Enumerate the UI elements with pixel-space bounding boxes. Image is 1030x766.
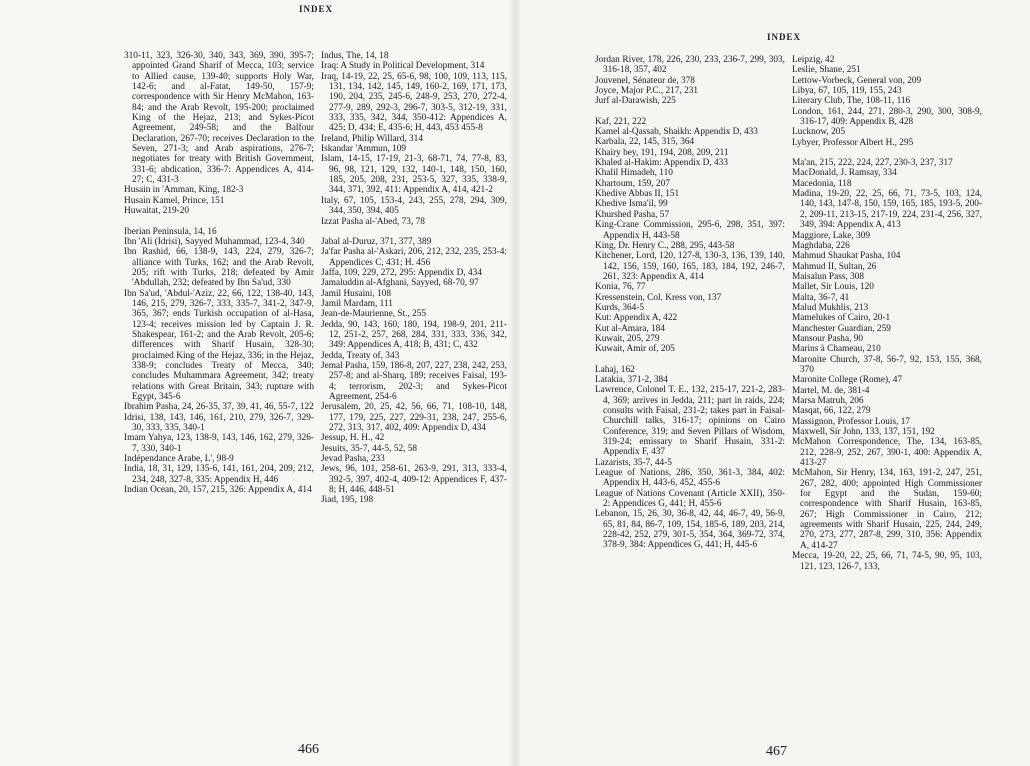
index-entry: Leslie, Shane, 251: [792, 65, 861, 76]
index-entry: Jurf al-Darawish, 225: [595, 96, 676, 107]
index-entry: Lucknow, 205: [792, 127, 846, 138]
index-entry: Iraq, 14-19, 22, 25, 65-6, 98, 100, 109, 113, 115, 131, 134, 142, 145, 149, 160-2, 169, 171, 173, 190, 204, 235, 245-6, 248-9, 253, 270, 272-4, 277-9, 289, 292-3, 296-7, 303-5, 312-19, 331, 333, 335, 342, 344, 350-412: Appendices A, 425; D, 434; E, 435-6; H, 443, 453 455-8: [321, 71, 507, 134]
index-entry: Khaled al-Hakim: Appendix D, 433: [595, 158, 728, 169]
index-entry: Maggiore, Lake, 309: [792, 230, 870, 241]
index-entry: Jedda, 90, 143, 160, 180, 194, 198-9, 201, 211-12, 251-2, 257, 268, 284, 331, 333, 336, 342, 349: Appendices A, 418; B, 431; C, 432: [321, 319, 507, 351]
index-entry: Lawrence, Colonel T. E., 132, 215-17, 221-2, 283-4, 369; arrives in Jedda, 211; part in raids, 224; consults with Faisal, 231-2; takes part in Faisal-Churchill talks, 316-17; opinions on Cairo Conference, 319; and Seven Pillars of Wisdom, 319-24; emissary to Sharif Husain, 331-2: Appendix F, 437: [595, 385, 785, 458]
page-number: 466: [298, 742, 319, 757]
index-entry: MacDonald, J. Ramsay, 334: [792, 168, 897, 179]
index-entry: Joyce, Major P.C., 217, 231: [595, 86, 699, 97]
index-entry: Kuwait, Amir of, 205: [595, 344, 675, 355]
index-entry: Macedonia, 118: [792, 178, 852, 189]
index-entry: Kaf, 221, 222: [595, 116, 647, 127]
index-entry: Leipzig, 42: [792, 55, 835, 65]
index-entry: Maxwell, Sir John, 133, 137, 151, 192: [792, 427, 935, 438]
index-column: [321, 51, 507, 506]
index-entry: Maronite College (Rome), 47: [792, 375, 902, 386]
letter-gap: [595, 107, 785, 117]
index-entry: Konia, 76, 77: [595, 282, 646, 293]
running-head: INDEX: [299, 4, 334, 14]
index-entry: Mahmud II, Sultan, 26: [792, 261, 877, 272]
index-entry: Ibn Sa'ud, 'Abdul-'Aziz, 22, 66, 122, 138-40, 143, 146, 215, 279, 326-7, 333, 335-7, 341-2, 347-9, 365, 367; ends Turkish occupation of al-Hasa, 123-4; receives mission led by Captain J. R. Shakespear, 161-2; and the Arab Revolt, 205-6; differences with Sharif Husain, 328-30; proclaimed King of the Hejaz, 336; in the Hejaz, 338-9; concludes Treaty of Mecca, 340; concludes Muhammara Agreement, 342; treaty relations with Great Britain, 343; rupture with Egypt, 345-6: [124, 288, 314, 402]
running-head: INDEX: [767, 32, 802, 42]
index-entry: Kamel al-Qassab, Shaikh: Appendix D, 433: [595, 127, 758, 138]
index-entry: London, 161, 244, 271, 280-3, 290, 300, 308-9, 316-17, 409: Appendix B, 428: [792, 106, 982, 128]
letter-gap: [792, 148, 982, 158]
index-entry: Jemal Pasha, 159, 186-8, 207, 227, 238, 242, 253, 257-8; and al-Sharq, 189; receives Faisal, 193-4; terrorism, 202-3; and Sykes-Picot Agreement, 254-6: [321, 360, 507, 402]
index-entry: Ma'an, 215, 222, 224, 227, 230-3, 237, 317: [792, 158, 953, 169]
index-entry: Khedive Abbas II, 151: [595, 189, 680, 200]
index-entry: Lybyer, Professor Albert H., 295: [792, 137, 914, 148]
index-entry: Karbala, 22, 145, 315, 364: [595, 137, 695, 148]
index-entry: Kuwait, 205, 279: [595, 333, 660, 344]
index-entry: League of Nations Covenant (Article XXII), 350-2: Appendices G, 441; H, 455-6: [595, 488, 785, 510]
index-entry: Kressenstein, Col. Kress von, 137: [595, 292, 722, 303]
index-entry: Khalil Himadeh, 110: [595, 168, 673, 179]
index-entry: Ibn 'Ali (Idrisi), Sayyed Muhammad, 123-4, 340: [124, 236, 305, 247]
index-entry: Mansour Pasha, 90: [792, 333, 864, 344]
index-entry: Mahmud Shaukat Pasha, 104: [792, 251, 901, 262]
index-entry: Indian Ocean, 20, 157, 215, 326: Appendix A, 414: [124, 485, 312, 496]
index-entry: Jamaluddin al-Afghani, Sayyed, 68-70, 97: [321, 278, 479, 289]
index-entry: Maronite Church, 37-8, 56-7, 92, 153, 155, 368, 370: [792, 354, 982, 375]
index-entry: Jews, 96, 101, 258-61, 263-9, 291, 313, 333-4, 392-5, 397, 402-4, 409-12: Appendices F, 437-8; H, 446, 448-51: [321, 464, 507, 496]
index-entry: Lahaj, 162: [595, 364, 635, 375]
index-entry: Jerusalem, 20, 25, 42, 56, 66, 71, 108-10, 148, 177, 179, 225, 227, 229-31, 238, 247, 255-6, 272, 313, 317, 402, 409: Appendix D, 434: [321, 402, 507, 434]
index-entry: Marins à Chameau, 210: [792, 344, 881, 355]
letter-gap: [321, 227, 507, 237]
index-entry: Jevad Pasha, 233: [321, 454, 385, 465]
index-entry: Idrisi, 138, 143, 146, 161, 210, 279, 326-7, 329-30, 333, 335, 340-1: [124, 412, 314, 434]
index-entry: Martel, M. de, 381-4: [792, 385, 870, 396]
letter-gap: [124, 217, 314, 227]
index-entry: Literary Club, The, 108-11, 116: [792, 96, 911, 107]
index-entry: Malta, 36-7, 41: [792, 292, 850, 303]
index-entry: Jabal al-Duruz, 371, 377, 389: [321, 236, 432, 247]
index-entry: Marsa Matruh, 206: [792, 396, 864, 406]
index-entry: Jouvenel, Sénateur de, 378: [595, 75, 695, 86]
index-entry: Jaffa, 109, 229, 272, 295: Appendix D, 434: [321, 267, 482, 278]
index-entry: Jean-de-Maurienne, St., 255: [321, 309, 427, 320]
index-entry: Kut: Appendix A, 422: [595, 313, 678, 324]
index-entry: Lettow-Vorbeck, General von, 209: [792, 75, 922, 86]
index-entry: Masqat, 66, 122, 279: [792, 406, 871, 417]
index-entry: 310-11, 323, 326-30, 340, 343, 369, 390, 395-7; appointed Grand Sharif of Mecca, 103; service to Allied cause, 139-40; supports Holy War, 142-6; and al-Fatat, 149-50, 157-9; correspondence with Sir Henry McMahon, 163-84; and the Arab Revolt, 195-200; proclaimed King of the Hejaz, 213; and Sykes-Picot Agreement, 249-58; and the Balfour Declaration, 267-70; receives Declaration to the Seven, 271-3; and Arab aspirations, 276-7; negotiates for treaty with British Government, 331-6; abdication, 336-7: Appendices A, 414-27; C, 431-3: [124, 51, 314, 186]
index-entry: Huwaitat, 219-20: [124, 206, 190, 217]
index-entry: Latakia, 371-2, 384: [595, 374, 668, 385]
index-entry: Lazarists, 35-7, 44-5: [595, 457, 672, 468]
index-entry: Lebanon, 15, 26, 30, 36-8, 42, 44, 46-7, 49, 56-9, 65, 81, 84, 86-7, 109, 154, 185-6, 189, 203, 214, 228-42, 252, 279, 301-5, 354, 364, 369-72, 374, 378-9, 384: Appendices G, 441; H, 445-6: [595, 509, 785, 551]
index-entry: Ja'far Pasha al-'Askari, 206, 212, 232, 235, 253-4: Appendices C, 431; H. 456: [321, 247, 507, 268]
index-column: [792, 55, 982, 572]
index-entry: Jessup, H. H., 42: [321, 433, 385, 444]
index-entry: Maghdaba, 226: [792, 240, 850, 251]
index-entry: Manchester Guardian, 259: [792, 323, 891, 334]
index-entry: League of Nations, 286, 350, 361-3, 384, 402: Appendix H, 443-6, 452, 455-6: [595, 468, 785, 489]
index-entry: Malud Mukhlis, 213: [792, 302, 869, 313]
index-entry: McMahon Correspondence, The, 134, 163-85, 212, 228-9, 252, 267, 390-1, 400: Appendix A, 413-27: [792, 437, 982, 469]
index-entry: Mallet, Sir Louis, 120: [792, 282, 874, 293]
index-entry: Jiad, 195, 198: [321, 495, 374, 506]
index-entry: Husain Kamel, Prince, 151: [124, 195, 225, 206]
index-column: [124, 51, 314, 495]
index-entry: Khedive Isma'il, 99: [595, 199, 668, 210]
index-entry: King-Crane Commission, 295-6, 298, 351, 397: Appendix H, 443-58: [595, 220, 785, 241]
index-entry: Jedda, Treaty of, 343: [321, 350, 400, 361]
index-entry: Khurshed Pasha, 57: [595, 209, 670, 220]
index-entry: Jesuits, 35-7, 44-5, 52, 58: [321, 443, 418, 454]
index-entry: Kut al-Amara, 184: [595, 323, 665, 334]
index-entry: Imam Yahya, 123, 138-9, 143, 146, 162, 279, 326-7, 330, 340-1: [124, 433, 314, 454]
page-number: 467: [766, 744, 787, 759]
index-entry: Husain in 'Amman, King, 182-3: [124, 185, 244, 196]
index-entry: Islam, 14-15, 17-19, 21-3, 68-71, 74, 77-8, 83, 96, 98, 121, 129, 132, 140-1, 148, 150, 160, 185, 205, 208, 231, 253-5, 327, 335, 338-9, 344, 371, 392, 411: Appendix A, 414, 421-2: [321, 154, 507, 196]
index-entry: Mecca, 19-20, 22, 25, 66, 71, 74-5, 90, 95, 103, 121, 123, 126-7, 133,: [792, 551, 982, 572]
index-entry: Kurds, 364-5: [595, 302, 645, 313]
index-entry: Massignon, Professor Louis, 17: [792, 416, 911, 427]
index-entry: Iskandar 'Ammun, 109: [321, 144, 407, 155]
index-entry: Libya, 67, 105, 119, 155, 243: [792, 86, 902, 97]
index-entry: India, 18, 31, 129, 135-6, 141, 161, 204, 209, 212, 234, 248, 327-8, 335: Appendix H, 446: [124, 464, 314, 485]
book-gutter: [508, 0, 522, 766]
index-column: [595, 55, 785, 551]
index-entry: Izzat Pasha al-'Abed, 73, 78: [321, 216, 425, 227]
index-entry: Mamelukes of Cairo, 20-1: [792, 313, 891, 324]
index-entry: Maisalun Pass, 308: [792, 271, 865, 282]
index-entry: Indus, The, 14, 18: [321, 51, 389, 61]
right-page: [515, 0, 1030, 766]
index-entry: Jamil Mardam, 111: [321, 298, 393, 309]
index-entry: Khartoum, 159, 207: [595, 178, 670, 189]
index-entry: Iraq: A Study in Political Development, 314: [321, 61, 485, 72]
index-entry: Indépendance Arabe, L', 98-9: [124, 454, 234, 465]
index-entry: Kitchener, Lord, 120, 127-8, 130-3, 136, 139, 140, 142, 156, 159, 160, 165, 183, 184, 192, 246-7, 261, 323: Appendix A, 414: [595, 251, 785, 282]
index-entry: Ibrahim Pasha, 24, 26-35, 37, 39, 41, 46, 55-7, 122: [124, 402, 314, 413]
index-entry: McMahon, Sir Henry, 134, 163, 191-2, 247, 251, 267, 282, 400; appointed High Commissioner for Egypt and the Sudan, 159-60; correspondence with Sharif Husain, 163-85, 267; High Commissioner in Cairo, 212; agreements with Sharif Husain, 225, 244, 249, 270, 273, 277, 287-8, 299, 310, 356: Appendix A, 414-27: [792, 468, 982, 551]
index-entry: Khairy bey, 191, 194, 208, 209, 211: [595, 147, 729, 158]
index-entry: King, Dr. Henry C., 288, 295, 443-58: [595, 240, 735, 251]
index-entry: Jamil Husaini, 108: [321, 288, 391, 299]
index-entry: Ireland, Philip Willard, 314: [321, 133, 423, 144]
index-entry: Iberian Peninsula, 14, 16: [124, 226, 217, 237]
letter-gap: [595, 355, 785, 365]
index-entry: Madina, 19-20, 22, 25, 66, 71, 73-5, 103, 124, 140, 143, 147-8, 150, 159, 165, 185, 193-5, 200-2, 209-11, 213-15, 217-19, 224, 231-4, 256, 327, 349, 394: Appendix A, 413: [792, 189, 982, 231]
index-entry: Italy, 67, 105, 153-4, 243, 255, 278, 294, 309, 344, 350, 394, 405: [321, 195, 507, 217]
index-entry: Ibn Rashid, 66, 138-9, 143, 224, 279, 326-7; alliance with Turks, 162; and the Arab Revolt, 205; rift with Turks, 218; defeated by Amir 'Abdullah, 232; defeated by Ibn Sa'ud, 330: [124, 247, 314, 289]
index-entry: Jordan River, 178, 226, 230, 233, 236-7, 299, 303, 316-18, 357, 402: [595, 55, 785, 76]
